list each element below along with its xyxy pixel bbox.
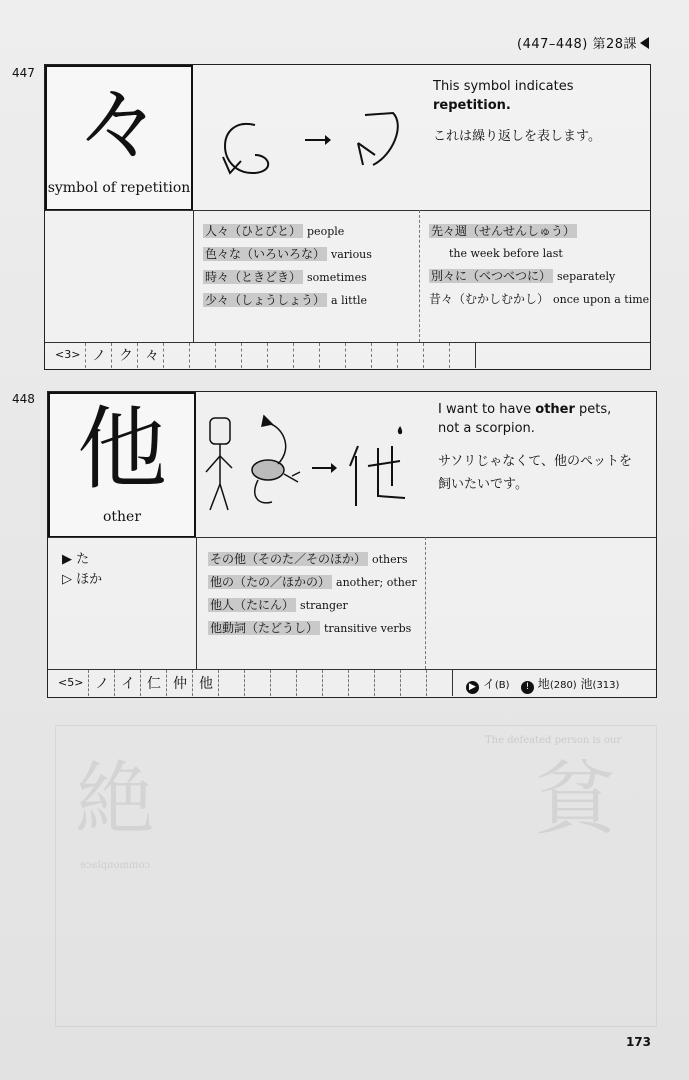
vocab-item: その他（そのた／そのほか） others — [210, 552, 408, 566]
divider — [419, 210, 420, 342]
vocab-list — [208, 548, 417, 640]
circular-arrow-drawing — [225, 124, 268, 173]
scorpion-drawing — [252, 416, 300, 503]
vocab-item: 人々（ひとびと） people — [205, 224, 345, 238]
kanji-sketch — [350, 428, 405, 506]
description: I want to have other pets, not a scorpion. サソリじゃなくて、他のペットを 飼いたいです。 — [438, 400, 648, 494]
mnemonic-illustration — [215, 85, 415, 195]
stroke-step: ク — [119, 348, 133, 364]
page-number: 173 — [625, 1035, 651, 1049]
description-en-keyword: repetition. — [433, 98, 511, 113]
vocab-item: 別々に（べつべつに） separately — [431, 269, 616, 283]
vocab-item: 先々週（せんせんしゅう） — [431, 224, 576, 238]
stroke-count: <3> — [55, 348, 81, 361]
play-icon: ▶ — [466, 681, 479, 694]
stroke-count: <5> — [58, 676, 84, 689]
symbol-sketch — [365, 113, 398, 165]
reading-on: ▶ た — [62, 552, 90, 567]
stroke-step: イ — [121, 676, 135, 692]
stroke-step: ノ — [92, 348, 106, 364]
bleed-through-kanji-1: 絶 — [75, 753, 155, 846]
stroke-step: 仁 — [147, 676, 161, 692]
divider — [193, 210, 194, 342]
entry-number: 447 — [12, 66, 35, 80]
person-drawing — [206, 418, 232, 510]
related-kanji: ▶ イ(B) ! 地(280) 池(313) — [466, 675, 619, 694]
divider — [196, 537, 197, 669]
vocab-item: the week before last — [449, 247, 563, 260]
mnemonic-illustration — [200, 406, 425, 526]
back-arrow-icon — [640, 37, 649, 49]
description-jp-line2: 飼いたいです。 — [438, 477, 528, 492]
description — [433, 77, 643, 146]
description-jp: サソリじゃなくて、他のペットを — [438, 454, 632, 469]
kanji-card-447 — [44, 64, 651, 370]
kanji-character: 他 — [77, 397, 167, 502]
divider — [45, 210, 650, 211]
vocab-list-left — [203, 220, 372, 312]
stroke-order-row — [45, 343, 650, 368]
kanji-card-448 — [47, 391, 657, 698]
readings — [62, 550, 102, 590]
vocab-item: 他動詞（たどうし） transitive verbs — [210, 621, 412, 635]
description-jp: これは繰り返しを表します。 — [433, 129, 601, 144]
divider — [48, 537, 656, 538]
kanji-box — [48, 392, 196, 538]
stroke-step: ノ — [95, 676, 109, 692]
bleed-through-text-1: The defeated person is our — [485, 735, 622, 746]
description-en: This symbol indicates — [433, 79, 574, 94]
stroke-step: 仲 — [173, 676, 187, 692]
description-en-keyword: other — [535, 402, 575, 417]
stroke-step: 々 — [145, 348, 159, 364]
vocab-item: 昔々（むかしむかし） once upon a time — [429, 292, 650, 306]
divider — [425, 537, 426, 669]
page-header — [517, 33, 649, 52]
entry-number: 448 — [12, 392, 35, 406]
kanji-meaning: symbol of repetition — [47, 180, 191, 196]
bleed-through-text-2: commonplace — [80, 860, 151, 871]
stroke-step: 他 — [199, 676, 213, 692]
exclamation-icon: ! — [521, 681, 534, 694]
bleed-through-kanji-2: 貧 — [535, 753, 615, 846]
vocab-list-right — [429, 220, 649, 311]
reading-kun: ▷ ほか — [62, 572, 103, 587]
kanji-character: 々 — [74, 72, 163, 175]
stroke-order-row — [48, 670, 656, 696]
vocab-item: 他人（たにん） stranger — [210, 598, 348, 612]
vocab-item: 少々（しょうしょう） a little — [205, 293, 367, 307]
description-en: I want to have — [438, 402, 532, 417]
kanji-box — [45, 65, 193, 211]
description-en-line2: not a scorpion. — [438, 421, 535, 436]
vocab-item: 色々な（いろいろな） various — [205, 247, 372, 261]
lesson-range-title: (447–448) 第28課 — [517, 37, 637, 52]
vocab-item: 時々（ときどき） sometimes — [205, 270, 367, 284]
bleed-through-box — [55, 725, 657, 1027]
kanji-meaning: other — [102, 509, 142, 525]
vocab-item: 他の（たの／ほかの） another; other — [210, 575, 417, 589]
